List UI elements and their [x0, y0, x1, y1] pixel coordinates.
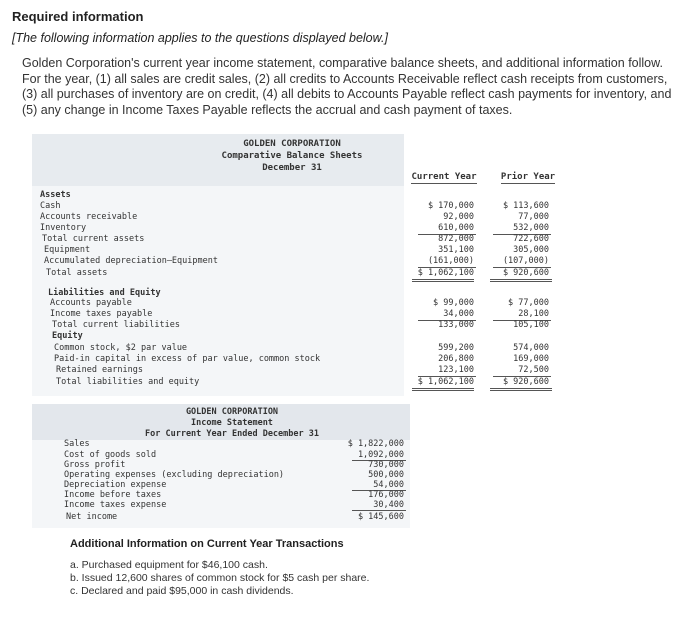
bs-row-label: Liabilities and Equity: [48, 288, 161, 298]
bs-current-value: $ 1,062,100: [417, 377, 474, 387]
is-value: 1,092,000: [357, 450, 404, 460]
col-current-year: Current Year: [411, 172, 477, 182]
bs-prior-value: 77,000: [518, 212, 549, 222]
bs-current-value: $ 99,000: [433, 298, 474, 308]
bs-prior-value: 305,000: [513, 245, 549, 255]
underline: [352, 510, 406, 511]
additional-info-title: Additional Information on Current Year Transactions: [70, 538, 344, 550]
bs-row-label: Equity: [52, 331, 83, 341]
bs-row-label: Total assets: [46, 268, 108, 278]
additional-item-b: b. Issued 12,600 shares of common stock for $5 cash per share.: [70, 572, 370, 584]
double-underline: [490, 388, 552, 389]
bs-current-value: $ 170,000: [427, 201, 474, 211]
is-row-label: Operating expenses (excluding depreciation): [64, 470, 285, 480]
bs-current-value: 123,100: [438, 365, 474, 375]
bs-current-value: 92,000: [443, 212, 474, 222]
double-underline: [412, 279, 474, 280]
col-prior-year: Prior Year: [500, 172, 556, 182]
bs-row-label: Cash: [40, 201, 61, 211]
is-row-label: Cost of goods sold: [64, 450, 157, 460]
additional-item-c: c. Declared and paid $95,000 in cash dividends.: [70, 585, 294, 597]
bs-prior-value: 722,600: [513, 234, 549, 244]
bs-prior-value: 574,000: [513, 343, 549, 353]
bs-current-value: 599,200: [438, 343, 474, 353]
is-row-label: Sales: [64, 439, 90, 449]
is-row-label: Depreciation expense: [64, 480, 167, 490]
bs-prior-value: $ 920,600: [502, 268, 549, 278]
bs-row-label: Equipment: [44, 245, 91, 255]
double-underline: [412, 388, 474, 389]
is-value: 30,400: [373, 500, 404, 510]
bs-prior-value: 169,000: [513, 354, 549, 364]
bs-row-label: Common stock, $2 par value: [54, 343, 188, 353]
bs-prior-value: $ 920,600: [502, 377, 549, 387]
intro-paragraph: Golden Corporation's current year income statement, comparative balance sheets, and additional information follow. For the year, (1) all sales are credit sales, (2) all credits to Accounts Receivable reflect cash receipts from customers, (3) all purchases of inventory are on credit, (4) all debits to Accounts Payable reflect cash payments for inventory, and (5) any change in Income Taxes Payable reflects the accrual and cash payment of taxes.: [22, 56, 672, 117]
bs-prior-value: 28,100: [518, 309, 549, 319]
bs-row-label: Accounts receivable: [40, 212, 138, 222]
bs-current-value: 133,000: [438, 320, 474, 330]
double-underline: [490, 281, 552, 282]
bs-prior-value: 72,500: [518, 365, 549, 375]
bs-row-label: Accumulated depreciation—Equipment: [44, 256, 218, 266]
bs-prior-value: 105,100: [513, 320, 549, 330]
double-underline: [412, 281, 474, 282]
bs-current-value: 206,800: [438, 354, 474, 364]
is-company: GOLDEN CORPORATION: [185, 407, 279, 417]
is-period: For Current Year Ended December 31: [145, 429, 319, 439]
double-underline: [412, 390, 474, 391]
is-value: 54,000: [373, 480, 404, 490]
bs-prior-value: $ 77,000: [508, 298, 549, 308]
is-value: 176,000: [368, 490, 404, 500]
bs-row-label: Inventory: [40, 223, 87, 233]
bs-current-value: 351,100: [438, 245, 474, 255]
double-underline: [490, 279, 552, 280]
bs-current-value: 34,000: [443, 309, 474, 319]
instructions-note: [The following information applies to the questions displayed below.]: [12, 31, 388, 45]
bs-row-label: Retained earnings: [56, 365, 143, 375]
bs-row-label: Paid-in capital in excess of par value, common stock: [54, 354, 321, 364]
bs-prior-value: (107,000): [502, 256, 549, 266]
bs-row-label: Assets: [40, 190, 71, 200]
is-value: $ 145,600: [357, 512, 404, 522]
is-value: $ 1,822,000: [347, 439, 404, 449]
bs-row-label: Accounts payable: [50, 298, 132, 308]
bs-row-label: Total liabilities and equity: [56, 377, 200, 387]
bs-current-value: 610,000: [438, 223, 474, 233]
bs-current-value: (161,000): [427, 256, 474, 266]
additional-item-a: a. Purchased equipment for $46,100 cash.: [70, 559, 268, 571]
bs-row-label: Total current liabilities: [52, 320, 180, 330]
bs-title: Comparative Balance Sheets: [221, 151, 363, 161]
bs-current-value: $ 1,062,100: [417, 268, 474, 278]
bs-row-label: Income taxes payable: [50, 309, 153, 319]
bs-company: GOLDEN CORPORATION: [243, 139, 341, 149]
is-row-label: Income before taxes: [64, 490, 162, 500]
is-value: 500,000: [368, 470, 404, 480]
required-information-title: Required information: [12, 9, 144, 24]
bs-current-value: 872,000: [438, 234, 474, 244]
is-row-label: Income taxes expense: [64, 500, 167, 510]
bs-prior-value: 532,000: [513, 223, 549, 233]
bs-row-label: Total current assets: [42, 234, 145, 244]
is-row-label: Gross profit: [64, 460, 126, 470]
is-value: 730,000: [368, 460, 404, 470]
is-title: Income Statement: [191, 418, 273, 428]
is-row-label: Net income: [66, 512, 118, 522]
bs-prior-value: $ 113,600: [502, 201, 549, 211]
bs-date: December 31: [262, 163, 322, 173]
double-underline: [490, 390, 552, 391]
